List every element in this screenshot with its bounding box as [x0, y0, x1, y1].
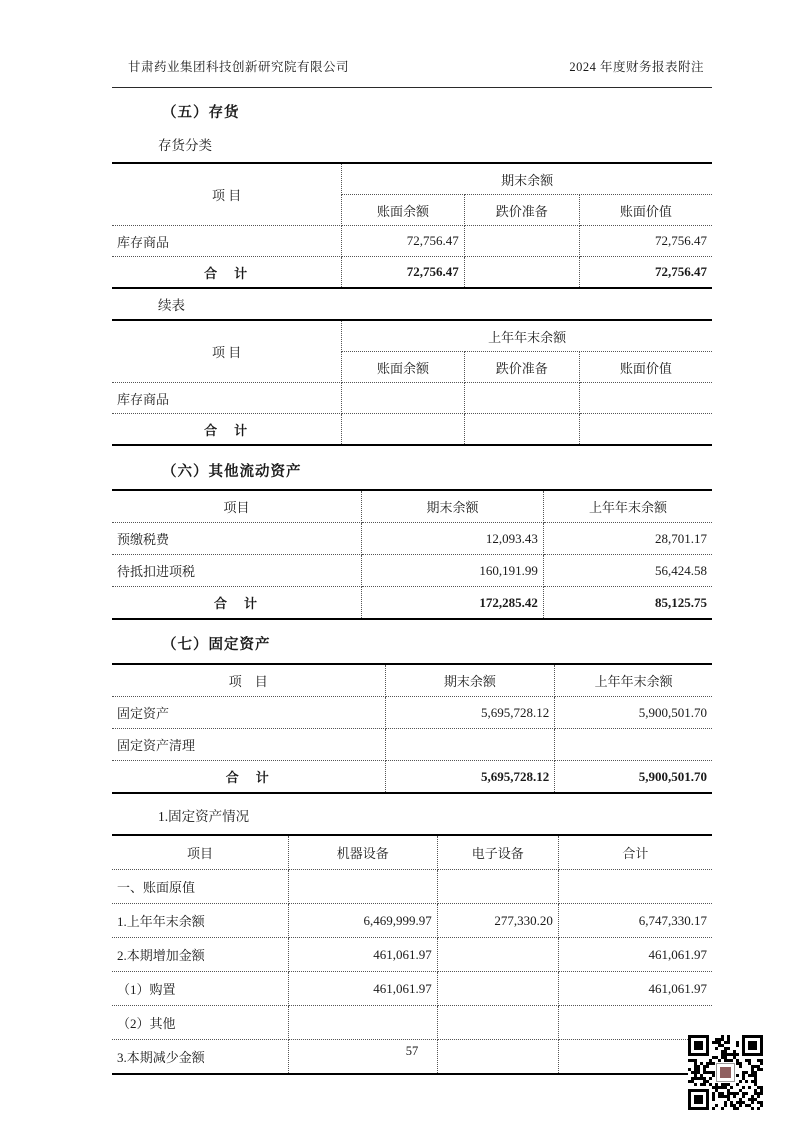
value-cell: 5,900,501.70 — [555, 761, 712, 794]
value-cell — [555, 729, 712, 761]
column-header: 期末余额 — [362, 490, 544, 523]
value-cell: 277,330.20 — [437, 904, 558, 938]
value-cell — [342, 414, 464, 446]
table-row — [112, 729, 712, 761]
table-row — [112, 523, 712, 555]
fixed-assets-detail-table — [112, 834, 712, 1075]
item-cell: （2）其他 — [112, 1006, 288, 1040]
page-number: 57 — [405, 1044, 419, 1058]
item-cell: 预缴税费 — [112, 523, 362, 555]
total-row — [112, 587, 712, 620]
value-cell — [288, 1006, 437, 1040]
value-cell: 160,191.99 — [362, 555, 544, 587]
column-header: 期末余额 — [385, 664, 555, 697]
value-cell — [437, 1006, 558, 1040]
column-header: 跌价准备 — [464, 352, 579, 383]
report-title: 2024 年度财务报表附注 — [569, 60, 704, 74]
value-cell: 5,695,728.12 — [385, 697, 555, 729]
item-cell: 合 计 — [112, 414, 342, 446]
table-row — [112, 226, 712, 257]
other-current-assets-table — [112, 489, 712, 620]
value-cell: 461,061.97 — [288, 972, 437, 1006]
fixed-assets-detail-subheading: 1.固定资产情况 — [158, 809, 250, 824]
value-cell — [464, 414, 579, 446]
qr-finder-pattern — [688, 1035, 709, 1056]
company-name: 甘肃药业集团科技创新研究院有限公司 — [128, 60, 350, 74]
value-cell: 72,756.47 — [579, 226, 712, 257]
column-header: 上年年末余额 — [543, 490, 712, 523]
value-cell — [579, 414, 712, 446]
inventory-previous-table — [112, 319, 712, 446]
page-content — [112, 80, 712, 1075]
total-row — [112, 257, 712, 289]
value-cell: 56,424.58 — [543, 555, 712, 587]
table-row — [112, 555, 712, 587]
value-cell — [437, 938, 558, 972]
group-header: 上年年末余额 — [342, 320, 712, 352]
qr-code-icon — [688, 1035, 763, 1110]
qr-center-logo — [716, 1063, 735, 1082]
value-cell: 72,756.47 — [579, 257, 712, 289]
header-row — [112, 835, 712, 870]
column-header-item: 项 目 — [112, 320, 342, 383]
item-cell: 3.本期减少金额 — [112, 1040, 288, 1075]
table-row — [112, 870, 712, 904]
section-heading-inventory: （五）存货 — [162, 105, 240, 121]
column-header: 跌价准备 — [464, 195, 579, 226]
item-cell: 固定资产清理 — [112, 729, 385, 761]
column-header: 合计 — [558, 835, 712, 870]
qr-finder-pattern — [742, 1035, 763, 1056]
value-cell — [464, 383, 579, 414]
value-cell — [464, 226, 579, 257]
item-cell: 2.本期增加金额 — [112, 938, 288, 972]
value-cell: 72,756.47 — [342, 257, 464, 289]
header-row — [112, 163, 712, 195]
item-cell: 1.上年年末余额 — [112, 904, 288, 938]
value-cell — [558, 870, 712, 904]
value-cell — [437, 972, 558, 1006]
value-cell: 461,061.97 — [288, 938, 437, 972]
column-header: 账面价值 — [579, 195, 712, 226]
value-cell: 72,756.47 — [342, 226, 464, 257]
item-cell: 合 计 — [112, 761, 385, 794]
column-header: 账面余额 — [342, 195, 464, 226]
item-cell: 库存商品 — [112, 226, 342, 257]
header-row — [112, 320, 712, 352]
table-row — [112, 383, 712, 414]
value-cell: 85,125.75 — [543, 587, 712, 620]
item-cell: 合 计 — [112, 587, 362, 620]
total-row — [112, 761, 712, 794]
section-heading-other-current-assets: （六）其他流动资产 — [162, 464, 302, 480]
item-cell: 库存商品 — [112, 383, 342, 414]
value-cell: 172,285.42 — [362, 587, 544, 620]
table-row — [112, 938, 712, 972]
section-heading-fixed-assets: （七）固定资产 — [162, 637, 271, 653]
value-cell: 461,061.97 — [558, 938, 712, 972]
fixed-assets-table — [112, 663, 712, 794]
column-header: 电子设备 — [437, 835, 558, 870]
value-cell: 12,093.43 — [362, 523, 544, 555]
page-header — [128, 57, 704, 75]
value-cell: 28,701.17 — [543, 523, 712, 555]
value-cell — [342, 383, 464, 414]
table-row — [112, 972, 712, 1006]
column-header: 账面价值 — [579, 352, 712, 383]
header-row — [112, 490, 712, 523]
value-cell: 6,469,999.97 — [288, 904, 437, 938]
value-cell — [579, 383, 712, 414]
value-cell — [288, 870, 437, 904]
column-header: 项 目 — [112, 664, 385, 697]
column-header: 机器设备 — [288, 835, 437, 870]
continued-table-label: 续表 — [158, 298, 185, 313]
table-row — [112, 904, 712, 938]
item-cell: 合 计 — [112, 257, 342, 289]
header-row — [112, 664, 712, 697]
item-cell: 待抵扣进项税 — [112, 555, 362, 587]
item-cell: 固定资产 — [112, 697, 385, 729]
value-cell — [464, 257, 579, 289]
value-cell: 5,695,728.12 — [385, 761, 555, 794]
table-row — [112, 1006, 712, 1040]
inventory-subheading: 存货分类 — [158, 138, 212, 153]
value-cell — [385, 729, 555, 761]
column-header: 项目 — [112, 490, 362, 523]
value-cell: 461,061.97 — [558, 972, 712, 1006]
column-header: 上年年末余额 — [555, 664, 712, 697]
inventory-current-table — [112, 162, 712, 289]
total-row — [112, 414, 712, 446]
column-header: 账面余额 — [342, 352, 464, 383]
value-cell: 5,900,501.70 — [555, 697, 712, 729]
column-header: 项目 — [112, 835, 288, 870]
item-cell: （1）购置 — [112, 972, 288, 1006]
qr-finder-pattern — [688, 1089, 709, 1110]
item-cell: 一、账面原值 — [112, 870, 288, 904]
value-cell — [437, 870, 558, 904]
group-header: 期末余额 — [342, 163, 712, 195]
column-header-item: 项 目 — [112, 163, 342, 226]
table-row — [112, 697, 712, 729]
value-cell: 6,747,330.17 — [558, 904, 712, 938]
